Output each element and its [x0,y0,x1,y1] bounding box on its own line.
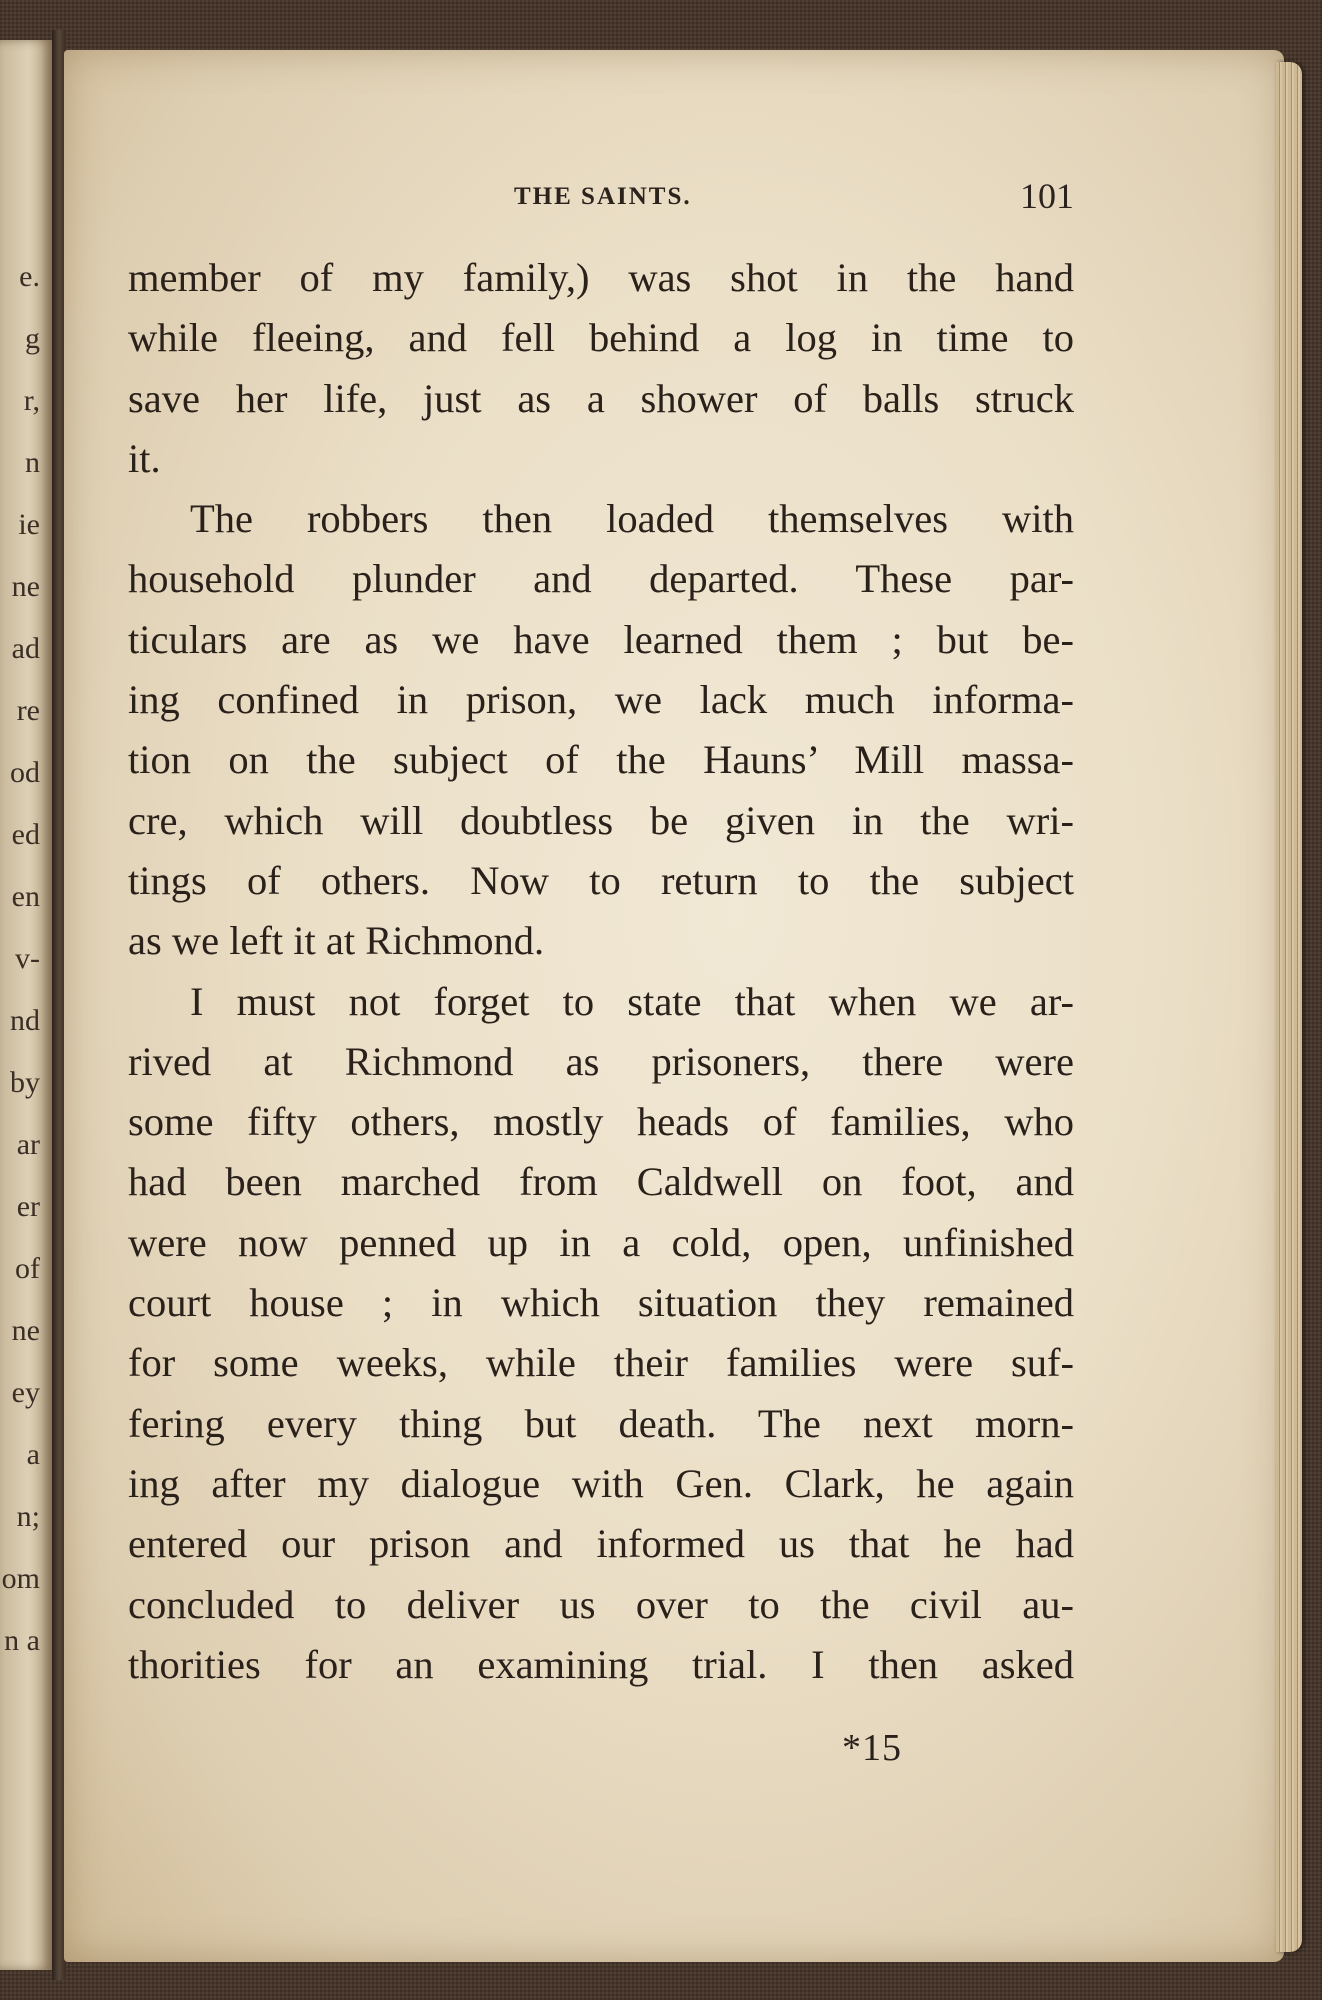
previous-page-fragment: ie [18,508,40,541]
previous-page-fragment: en [11,880,40,913]
text-line: some fifty others, mostly heads of families, who [128,1099,1074,1145]
text-line: fering every thing but death. The next morn- [128,1400,1074,1446]
text-line: cre, which will doubtless be given in the wri- [128,797,1074,843]
previous-page-fragment: by [10,1066,40,1099]
previous-page-fragment: a [26,1438,40,1471]
previous-page-fragment: v- [15,942,40,975]
previous-page-fragment: e. [19,260,40,293]
previous-page-fragment: om [1,1562,40,1595]
previous-page-fragment: n [25,446,40,479]
previous-page-fragment: g [25,322,40,355]
text-line: for some weeks, while their families were suf- [128,1340,1074,1386]
text-line: The robbers then loaded themselves with [190,496,1074,542]
text-line: as we left it at Richmond. [128,918,545,964]
text-line: ing confined in prison, we lack much informa- [128,677,1074,723]
signature-mark: *15 [842,1727,902,1769]
previous-page-fragment: ar [16,1128,40,1161]
text-line: rived at Richmond as prisoners, there were [128,1038,1074,1084]
text-line: tion on the subject of the Hauns’ Mill massa- [128,737,1074,783]
page-header [0,175,1322,225]
text-line: save her life, just as a shower of balls struck [128,375,1074,421]
text-line: household plunder and departed. These par- [128,556,1074,602]
text-line: member of my family,) was shot in the hand [128,255,1074,300]
previous-page-fragment: ad [11,632,40,665]
previous-page-fragment: ed [11,818,40,851]
text-line: it. [128,435,161,481]
previous-page-fragment: n; [16,1500,40,1533]
previous-page-fragment: er [16,1190,40,1223]
previous-page-fragment: n a [4,1624,40,1657]
text-line: ticulars are as we have learned them ; but be- [128,616,1074,662]
previous-page-fragment: od [10,756,40,789]
previous-page-fragment: ne [11,1314,40,1347]
text-line: had been marched from Caldwell on foot, and [128,1159,1074,1205]
text-line: while fleeing, and fell behind a log in time to [128,315,1074,361]
previous-page-edge [0,40,52,1970]
previous-page-fragment: re [16,694,40,727]
text-line: concluded to deliver us over to the civil au- [128,1581,1074,1627]
page-number: 101 [1020,176,1074,216]
page-edges [1276,62,1302,1952]
text-line: thorities for an examining trial. I then asked [128,1641,1074,1687]
text-line: were now penned up in a cold, open, unfinished [128,1219,1074,1265]
running-head: THE SAINTS. [514,183,692,210]
text-line: ing after my dialogue with Gen. Clark, he again [128,1460,1074,1506]
previous-page-fragment: r, [23,384,40,417]
previous-page-fragment: nd [10,1004,40,1037]
previous-page-fragment: ne [11,570,40,603]
previous-page-fragment: ey [11,1376,40,1409]
text-line: entered our prison and informed us that he had [128,1521,1074,1567]
body-text [128,248,1074,1695]
previous-page-fragment: of [15,1252,40,1285]
text-line: I must not forget to state that when we ar- [190,978,1074,1024]
text-line: tings of others. Now to return to the subject [128,857,1074,903]
text-line: court house ; in which situation they remained [128,1280,1074,1326]
